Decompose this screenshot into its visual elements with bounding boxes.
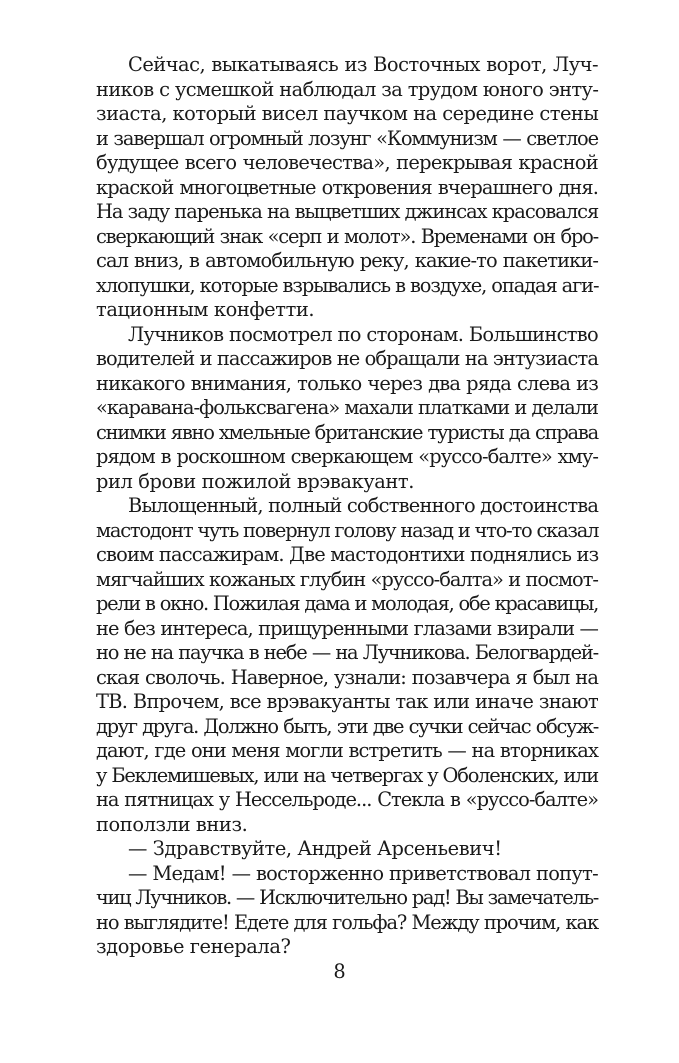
text-line: рели в окно. Пожилая дама и молодая, обе красавицы, [96,592,598,615]
text-line: ников с усмешкой наблюдал за трудом юного энту- [96,77,599,101]
text-line: сверкающий знак «серп и молот». Временами он бро- [96,224,598,248]
text-line: ТВ. Впрочем, все врэвакуанты так или иначе знают [96,690,598,713]
text-line: Лучников посмотрел по сторонам. Большинство [128,322,598,346]
text-line: мягчайших кожаных глубин «руссо-балта» и посмот- [96,567,598,591]
text-line: зиаста, который висел паучком на середине стены [96,102,599,125]
text-line: дают, где они меня могли встретить — на вторниках [96,739,598,762]
text-line: но не на паучка в небе — на Лучникова. Белогвардей- [96,641,598,664]
text-line: водителей и пассажиров не обращали на энтузиаста [96,347,598,370]
text-line: поползли вниз. [96,812,248,836]
text-line: у Беклемишевых, или на четвергах у Оболенских, или [96,763,598,787]
text-line: ская сволочь. Наверное, узнали: позавчера я был на [96,665,598,689]
text-line: Вылощенный, полный собственного достоинства [128,494,599,517]
page-number: 8 [333,960,346,983]
text-line: не без интереса, прищуренными глазами взирали — [96,616,598,640]
text-line: друг друга. Должно быть, эти две сучки сейчас обсуж- [96,714,598,738]
text-line: хлопушки, которые взрывались в воздухе, опадая аги- [96,273,599,297]
text-line: — Здравствуйте, Андрей Арсеньевич! [128,837,502,860]
body-text [96,53,598,960]
text-line: тационным конфетти. [96,298,315,321]
text-line: рил брови пожилой врэвакуант. [96,469,414,493]
text-line: никакого внимания, только через два ряда слева из [96,371,598,395]
text-line: — Медам! — восторженно приветствовал попут- [128,861,598,885]
text-line: снимки явно хмельные британские туристы да справа [96,420,598,444]
text-line: на пятницах у Нессельроде... Стекла в «руссо-балте» [96,788,598,811]
text-line: «каравана-фольксвагена» махали платками и делали [96,396,598,419]
text-line: будущее всего человечества», перекрывая красной [96,151,598,174]
text-line: мастодонт чуть повернул голову назад и что-то сказал [96,518,599,542]
text-line: но выглядите! Едете для гольфа? Между прочим, как [96,910,598,934]
text-line: своим пассажирам. Две мастодонтихи поднялись из [96,543,599,566]
text-line: Сейчас, выкатываясь из Восточных ворот, Луч- [128,53,598,76]
text-line: и завершал огромный лозунг «Коммунизм — светлое [96,126,598,150]
text-line: сал вниз, в автомобильную реку, какие-то пакетики- [96,249,598,272]
text-line: рядом в роскошном сверкающем «руссо-балте» хму- [96,445,598,468]
text-line: чиц Лучников. — Исключительно рад! Вы замечатель- [96,886,598,909]
text-line: На заду паренька на выцветших джинсах красовался [96,200,599,223]
text-line: здоровье генерала? [96,935,291,958]
text-line: краской многоцветные откровения вчерашнего дня. [96,175,598,199]
